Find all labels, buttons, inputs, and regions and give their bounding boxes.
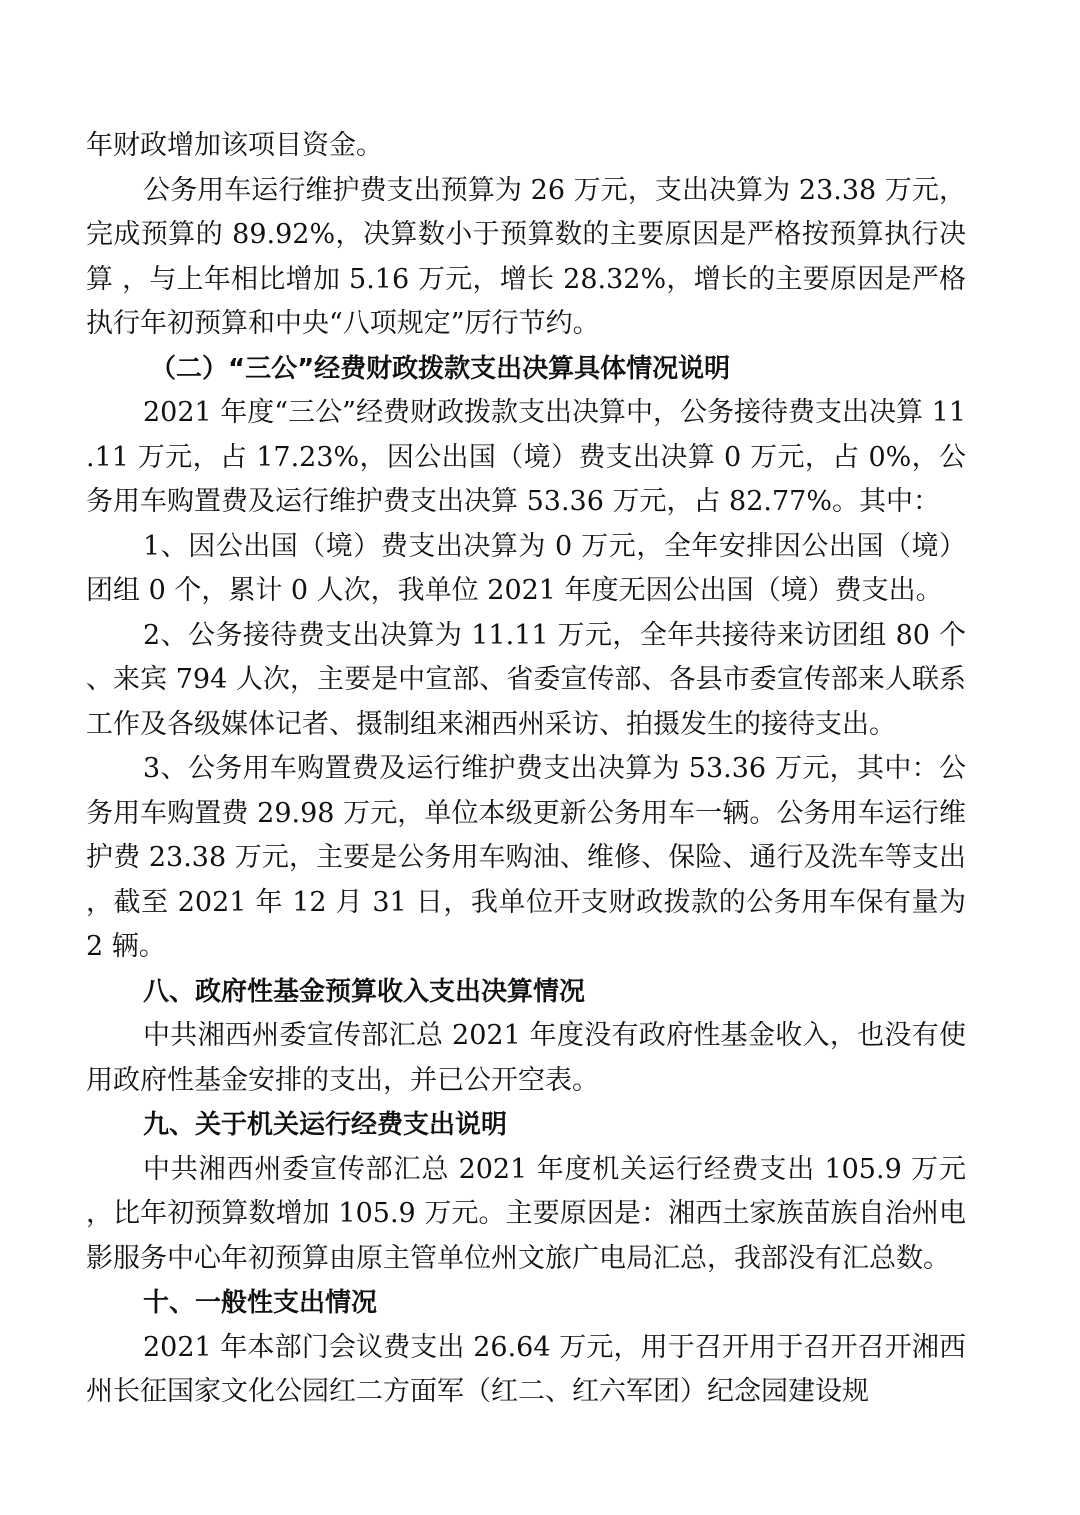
heading-operating-expenses: 九、关于机关运行经费支出说明 xyxy=(143,1110,508,1140)
heading-three-public-details: （二）“三公”经费财政拨款支出决算具体情况说明 xyxy=(150,353,731,384)
paragraph-overseas-travel: 1、因公出国（境）费支出决算为 0 万元，全年安排因公出国（境）团组 0 个，累计 0 人次，我单位 2021 年度无因公出国（境）费支出。 xyxy=(86,530,966,606)
paragraph-operating-expenses: 中共湘西州委宣传部汇总 2021 年度机关运行经费支出 105.9 万元，比年初预算数增加 105.9 万元。主要原因是：湘西土家族苗族自治州电影服务中心年初预算由原主管单位州文旅广电局汇总，我部没有汇总数。 xyxy=(86,1153,966,1274)
paragraph-reception: 2、公务接待费支出决算为 11.11 万元，全年共接待来访团组 80 个、来宾 794 人次，主要是中宣部、省委宣传部、各县市委宣传部来人联系工作及各级媒体记者、摄制组来湘西州采访、拍摄发生的接待支出。 xyxy=(86,619,966,740)
paragraph-government-fund: 中共湘西州委宣传部汇总 2021 年度没有政府性基金收入，也没有使用政府性基金安排的支出，并已公开空表。 xyxy=(86,1020,966,1096)
heading-government-fund: 八、政府性基金预算收入支出决算情况 xyxy=(143,976,586,1007)
document-body xyxy=(86,124,966,1415)
paragraph-general-expenditure: 2021 年本部门会议费支出 26.64 万元，用于召开用于召开召开湘西州长征国家文化公园红二方面军（红二、红六军团）纪念园建设规 xyxy=(86,1331,966,1407)
paragraph-vehicle-purchase: 3、公务用车购置费及运行维护费支出决算为 53.36 万元，其中：公务用车购置费 29.98 万元，单位本级更新公务用车一辆。公务用车运行维护费 23.38 万元，主要是公务用车购油、维修、保险、通行及洗车等支出，截至 2021 年 12 月 31 日，我单位开支财政拨款的公务用车保有量为 2 辆。 xyxy=(86,753,966,962)
paragraph-funding-note: 年财政增加该项目资金。 xyxy=(86,130,383,161)
paragraph-three-public-summary: 2021 年度“三公”经费财政拨款支出决算中，公务接待费支出决算 11.11 万元，占 17.23%，因公出国（境）费支出决算 0 万元，占 0%，公务用车购置费及运行维护费支出决算 53.36 万元，占 82.77%。其中： xyxy=(86,397,966,517)
heading-general-expenditure: 十、一般性支出情况 xyxy=(143,1288,378,1318)
paragraph-vehicle-maintenance: 公务用车运行维护费支出预算为 26 万元，支出决算为 23.38 万元，完成预算的 89.92%，决算数小于预算数的主要原因是严格按预算执行决算 ，与上年相比增加 5.16 万元，增长 28.32%，增长的主要原因是严格执行年初预算和中央“八项规定”厉行节约。 xyxy=(86,174,966,339)
